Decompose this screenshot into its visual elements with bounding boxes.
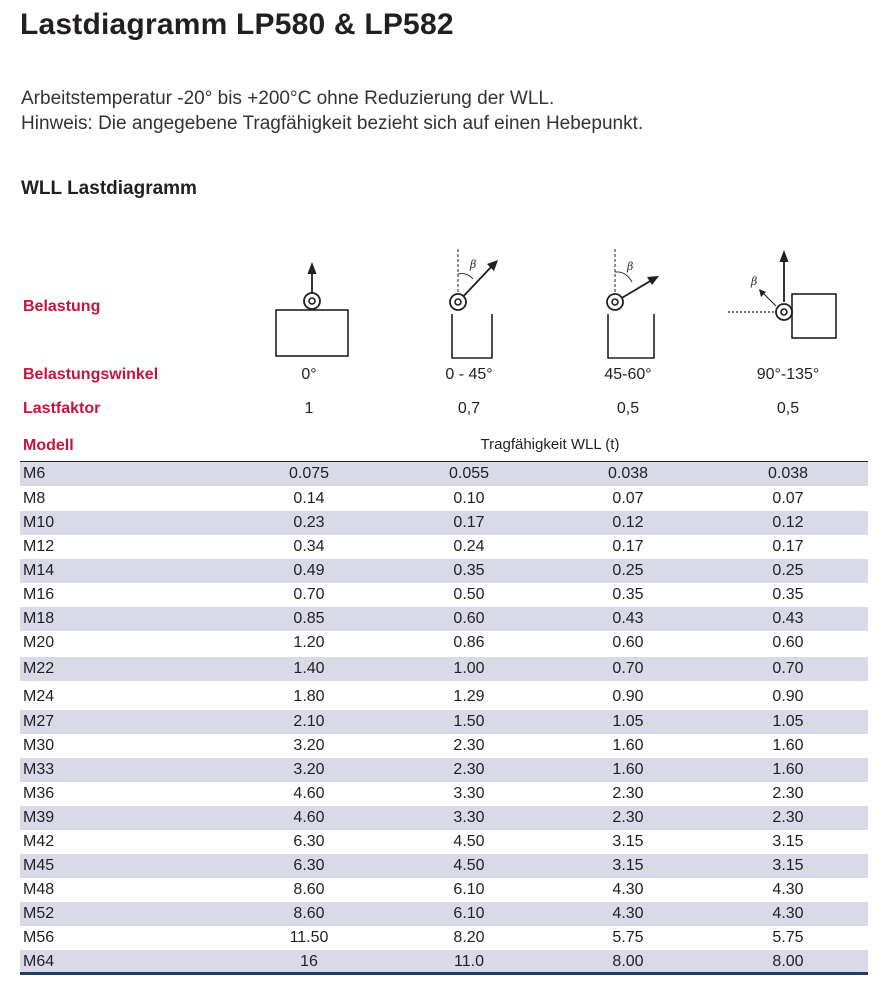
wll-value-cell: 0.86 — [453, 634, 485, 651]
wll-value-cell: 5.75 — [772, 929, 804, 946]
model-cell: M24 — [23, 688, 55, 705]
model-cell: M64 — [23, 953, 55, 970]
table-caption: Tragfähigkeit WLL (t) — [480, 436, 620, 453]
wll-value-cell: 4.30 — [612, 881, 644, 898]
model-cell: M8 — [23, 490, 46, 507]
label-lastfaktor: Lastfaktor — [23, 400, 101, 417]
model-cell: M22 — [23, 660, 55, 677]
wll-value-cell: 0.17 — [453, 514, 485, 531]
wll-value-cell: 6.10 — [453, 881, 485, 898]
wll-value-cell: 0.25 — [772, 562, 804, 579]
wll-value-cell: 1.05 — [612, 713, 644, 730]
model-cell: M12 — [23, 538, 55, 555]
model-cell: M52 — [23, 905, 55, 922]
wll-value-cell: 0.60 — [612, 634, 644, 651]
model-cell: M6 — [23, 465, 46, 482]
table-row — [20, 902, 868, 926]
table-row — [20, 734, 868, 758]
wll-value-cell: 6.30 — [293, 857, 325, 874]
wll-value-cell: 2.30 — [772, 809, 804, 826]
beta-label-0-45: β — [470, 258, 477, 271]
wll-value-cell: 3.30 — [453, 809, 485, 826]
wll-value-cell: 1.29 — [453, 688, 485, 705]
wll-value-cell: 0.038 — [767, 465, 809, 482]
table-row — [20, 511, 868, 535]
wll-value-cell: 1.00 — [453, 660, 485, 677]
wll-value-cell: 3.20 — [293, 737, 325, 754]
intro-line-temperature: Arbeitstemperatur -20° bis +200°C ohne Reduzierung der WLL. — [21, 88, 555, 109]
model-cell: M56 — [23, 929, 55, 946]
wll-value-cell: 11.50 — [289, 929, 329, 946]
wll-value-cell: 6.10 — [453, 905, 485, 922]
wll-value-cell: 0.35 — [612, 586, 644, 603]
model-cell: M27 — [23, 713, 55, 730]
load-factor-value: 0,7 — [457, 400, 481, 417]
table-row — [20, 758, 868, 782]
table-row — [20, 559, 868, 583]
wll-value-cell: 16 — [300, 953, 318, 970]
page-title: Lastdiagramm LP580 & LP582 — [20, 8, 454, 41]
wll-value-cell: 2.30 — [453, 761, 485, 778]
section-title: WLL Lastdiagramm — [21, 178, 197, 199]
wll-value-cell: 3.15 — [612, 857, 644, 874]
table-row — [20, 535, 868, 559]
load-factor-value: 1 — [304, 400, 314, 417]
wll-value-cell: 0.43 — [612, 610, 644, 627]
wll-value-cell: 0.85 — [293, 610, 325, 627]
wll-value-cell: 2.10 — [293, 713, 325, 730]
wll-value-cell: 0.34 — [293, 538, 325, 555]
table-row — [20, 782, 868, 806]
beta-label-45-60: β — [627, 260, 634, 273]
wll-value-cell: 0.24 — [453, 538, 485, 555]
wll-value-cell: 0.23 — [293, 514, 325, 531]
table-row — [20, 685, 868, 709]
wll-value-cell: 0.70 — [612, 660, 644, 677]
wll-value-cell: 0.12 — [612, 514, 644, 531]
wll-value-cell: 4.30 — [772, 905, 804, 922]
angle-value: 0 - 45° — [445, 366, 493, 383]
model-cell: M16 — [23, 586, 55, 603]
wll-value-cell: 1.40 — [293, 660, 325, 677]
wll-value-cell: 0.17 — [612, 538, 644, 555]
angle-value: 45-60° — [604, 366, 652, 383]
wll-value-cell: 0.10 — [453, 490, 485, 507]
wll-value-cell: 1.60 — [772, 761, 804, 778]
wll-value-cell: 2.30 — [453, 737, 485, 754]
table-row — [20, 607, 868, 631]
wll-value-cell: 3.15 — [772, 857, 804, 874]
label-belastung: Belastung — [23, 298, 101, 315]
model-cell: M14 — [23, 562, 55, 579]
model-cell: M33 — [23, 761, 55, 778]
wll-value-cell: 8.00 — [612, 953, 644, 970]
table-row — [20, 926, 868, 950]
load-diagram-0-45deg-icon — [440, 244, 502, 364]
wll-value-cell: 0.14 — [293, 490, 325, 507]
wll-value-cell: 0.90 — [612, 688, 644, 705]
wll-value-cell: 0.17 — [772, 538, 804, 555]
wll-value-cell: 4.30 — [612, 905, 644, 922]
table-row — [20, 487, 868, 511]
wll-value-cell: 1.60 — [612, 737, 644, 754]
wll-value-cell: 4.50 — [453, 857, 485, 874]
wll-value-cell: 3.15 — [772, 833, 804, 850]
table-row — [20, 830, 868, 854]
wll-value-cell: 1.20 — [293, 634, 325, 651]
wll-value-cell: 3.30 — [453, 785, 485, 802]
wll-value-cell: 4.60 — [293, 809, 325, 826]
wll-value-cell: 8.20 — [453, 929, 485, 946]
table-bottom-rule — [20, 972, 868, 975]
wll-value-cell: 0.49 — [293, 562, 325, 579]
model-cell: M48 — [23, 881, 55, 898]
wll-value-cell: 8.60 — [293, 905, 325, 922]
wll-value-cell: 0.60 — [772, 634, 804, 651]
wll-value-cell: 0.12 — [772, 514, 804, 531]
load-factor-value: 0,5 — [776, 400, 800, 417]
wll-value-cell: 1.60 — [612, 761, 644, 778]
wll-value-cell: 1.50 — [453, 713, 485, 730]
wll-value-cell: 0.35 — [772, 586, 804, 603]
load-diagram-45-60deg-icon — [596, 244, 662, 364]
wll-value-cell: 2.30 — [612, 785, 644, 802]
table-row — [20, 878, 868, 902]
wll-value-cell: 8.00 — [772, 953, 804, 970]
table-row — [20, 806, 868, 830]
wll-value-cell: 2.30 — [772, 785, 804, 802]
wll-value-cell: 4.30 — [772, 881, 804, 898]
wll-value-cell: 0.90 — [772, 688, 804, 705]
label-modell: Modell — [23, 437, 74, 454]
table-row — [20, 854, 868, 878]
load-diagram-0deg-icon — [268, 256, 356, 360]
model-cell: M10 — [23, 514, 55, 531]
table-row — [20, 657, 868, 681]
model-cell: M20 — [23, 634, 55, 651]
angle-value: 0° — [301, 366, 317, 383]
wll-value-cell: 4.50 — [453, 833, 485, 850]
model-cell: M18 — [23, 610, 55, 627]
wll-value-cell: 0.35 — [453, 562, 485, 579]
wll-value-cell: 1.80 — [293, 688, 325, 705]
wll-value-cell: 0.70 — [772, 660, 804, 677]
intro-text — [21, 86, 643, 136]
angle-value: 90°-135° — [756, 366, 820, 383]
model-cell: M36 — [23, 785, 55, 802]
model-cell: M39 — [23, 809, 55, 826]
table-row — [20, 631, 868, 655]
wll-value-cell: 5.75 — [612, 929, 644, 946]
label-belastungswinkel: Belastungswinkel — [23, 366, 159, 383]
wll-value-cell: 0.055 — [448, 465, 490, 482]
wll-value-cell: 0.60 — [453, 610, 485, 627]
wll-value-cell: 11.0 — [454, 953, 484, 970]
wll-value-cell: 0.07 — [612, 490, 644, 507]
beta-label-90-135: β — [751, 275, 758, 288]
table-row — [20, 710, 868, 734]
wll-value-cell: 8.60 — [293, 881, 325, 898]
table-row — [20, 462, 868, 486]
table-row — [20, 583, 868, 607]
wll-value-cell: 6.30 — [293, 833, 325, 850]
wll-value-cell: 1.05 — [772, 713, 804, 730]
load-diagram-90-135deg-icon — [726, 242, 840, 342]
wll-value-cell: 0.075 — [288, 465, 330, 482]
wll-value-cell: 1.60 — [772, 737, 804, 754]
intro-line-note: Hinweis: Die angegebene Tragfähigkeit bezieht sich auf einen Hebepunkt. — [21, 113, 644, 134]
model-cell: M42 — [23, 833, 55, 850]
wll-value-cell: 3.20 — [293, 761, 325, 778]
wll-value-cell: 0.70 — [293, 586, 325, 603]
wll-value-cell: 0.038 — [607, 465, 649, 482]
wll-value-cell: 0.25 — [612, 562, 644, 579]
wll-value-cell: 3.15 — [612, 833, 644, 850]
wll-value-cell: 0.50 — [453, 586, 485, 603]
wll-value-cell: 2.30 — [612, 809, 644, 826]
table-row — [20, 950, 868, 974]
wll-value-cell: 0.07 — [772, 490, 804, 507]
wll-value-cell: 0.43 — [772, 610, 804, 627]
model-cell: M45 — [23, 857, 55, 874]
model-cell: M30 — [23, 737, 55, 754]
load-factor-value: 0,5 — [616, 400, 640, 417]
wll-value-cell: 4.60 — [293, 785, 325, 802]
